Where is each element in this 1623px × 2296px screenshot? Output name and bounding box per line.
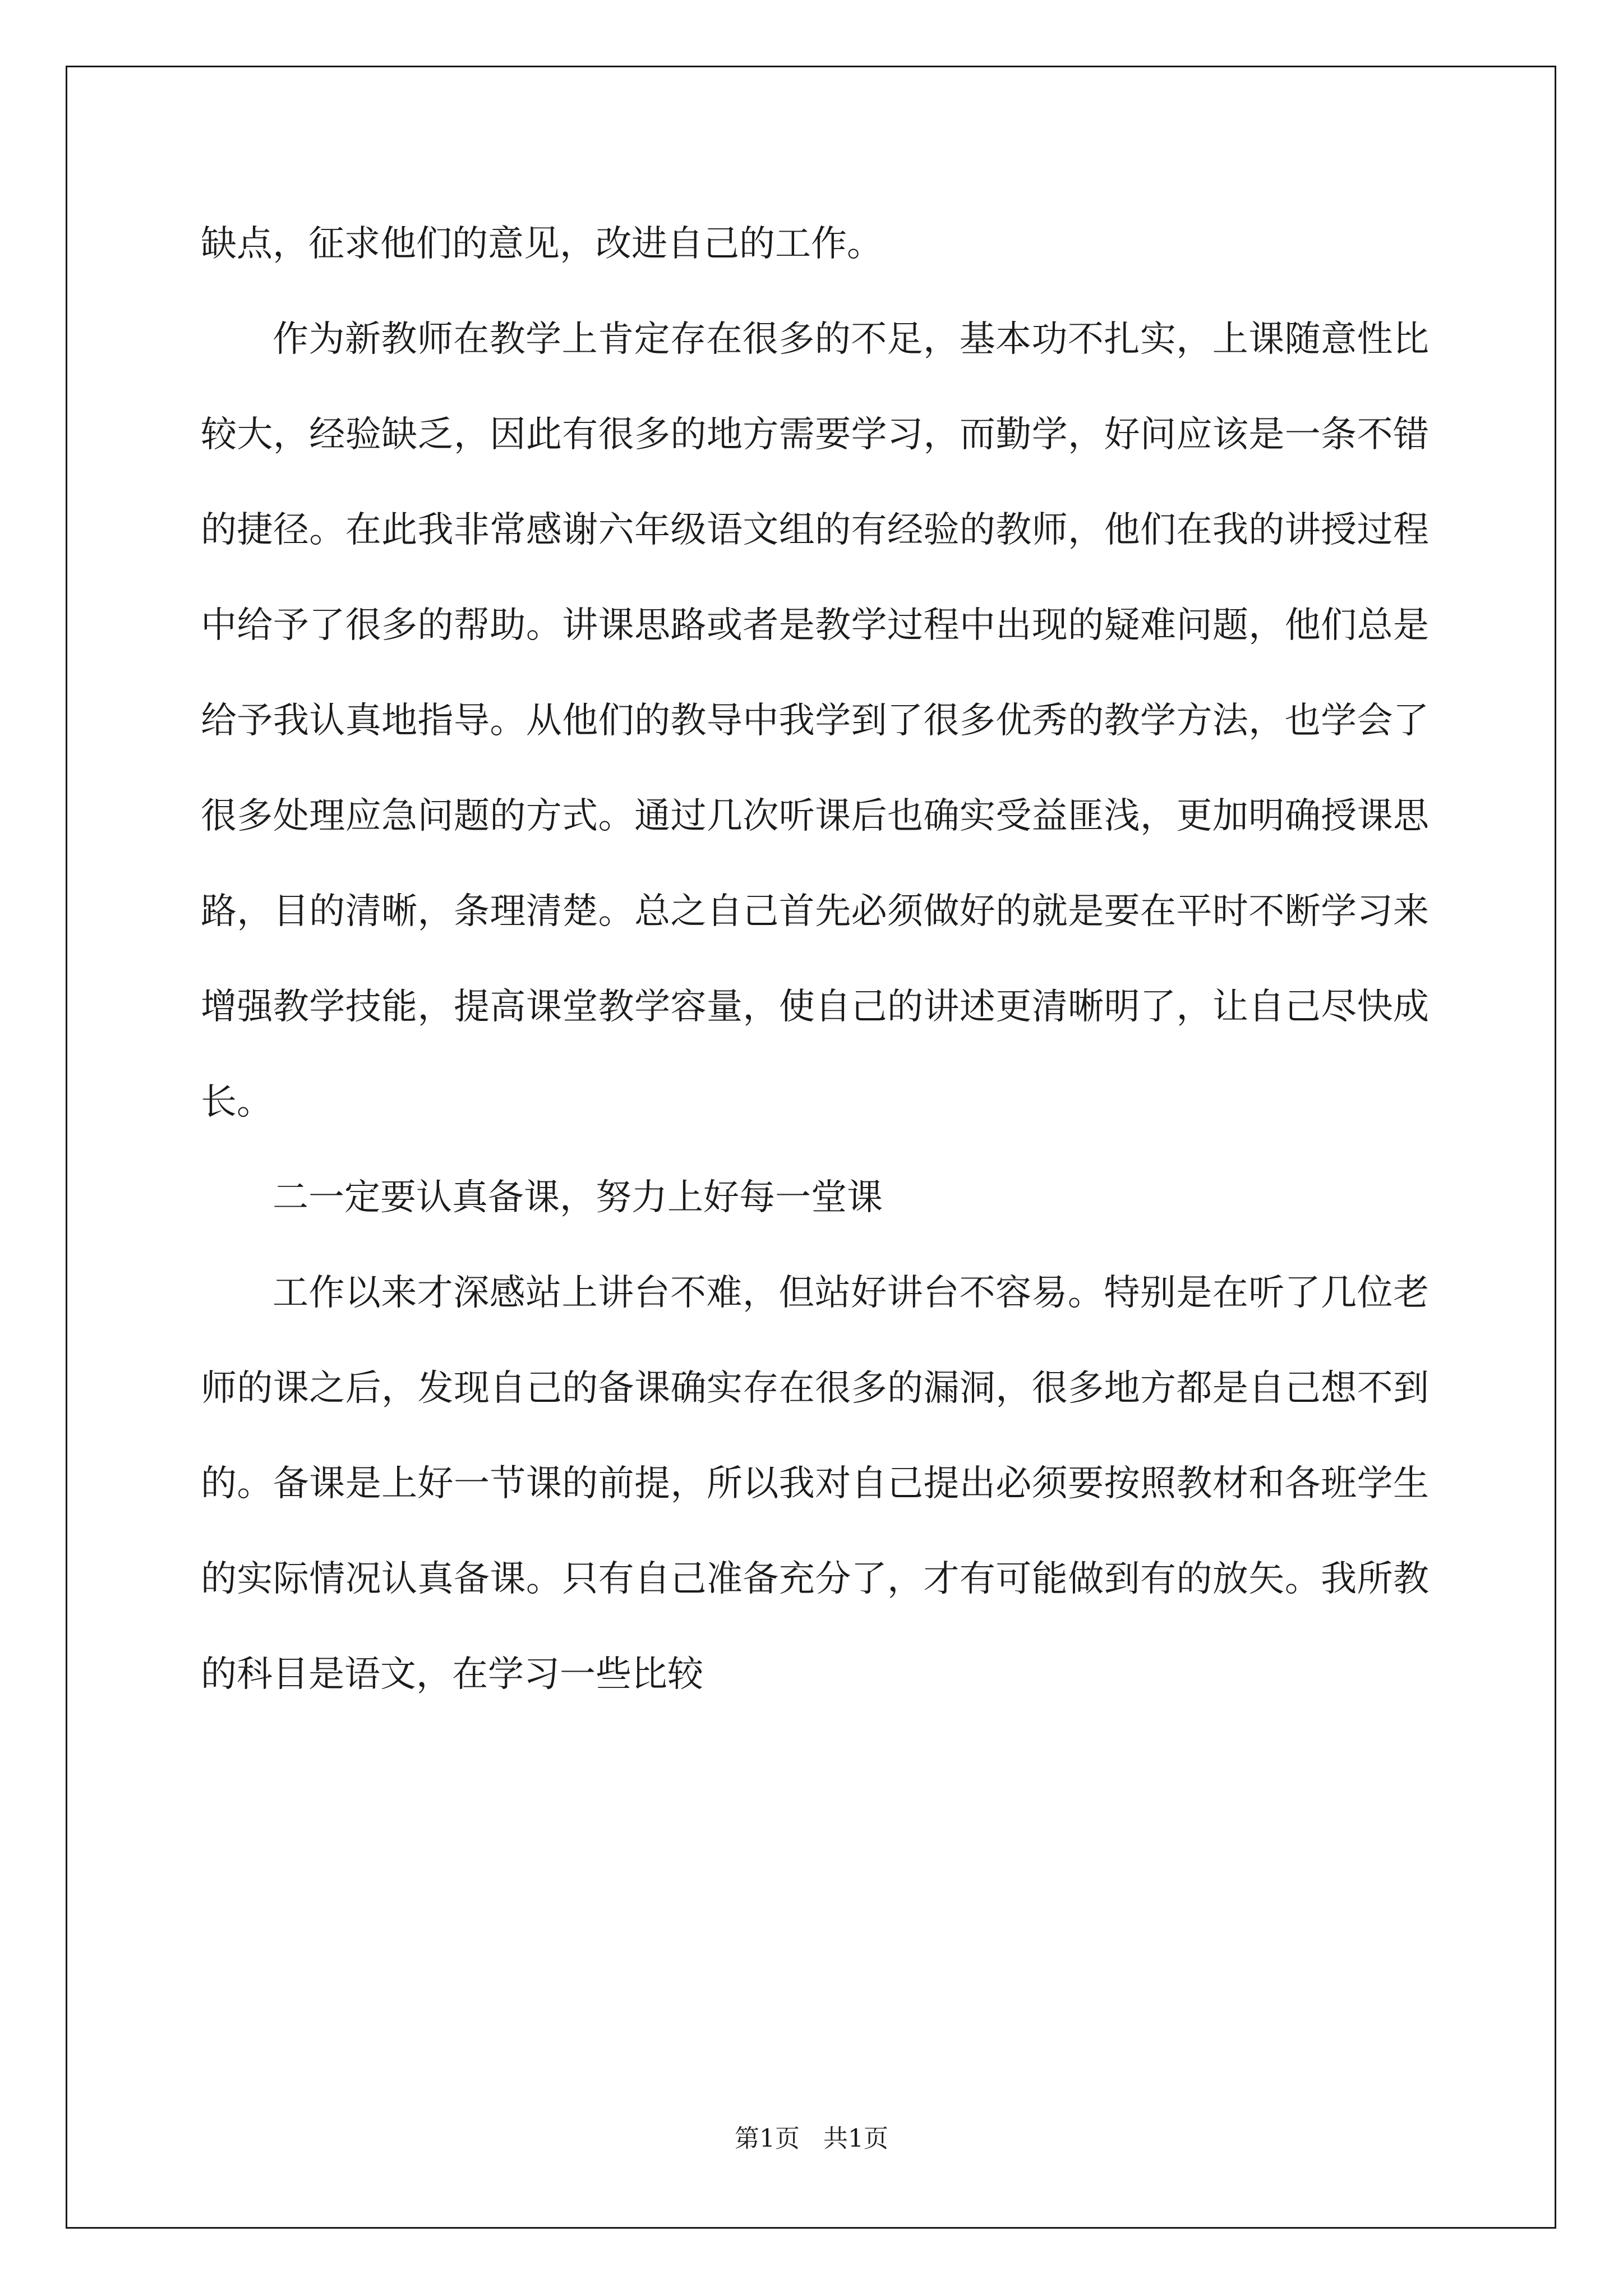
section-heading-lesson-prep: 二一定要认真备课，努力上好每一堂课 (273, 1177, 883, 1218)
paragraph-lesson-prep: 工作以来才深感站上讲台不难，但站好讲台不容易。特别是在听了几位老师的课之后，发现自己的备课确实存在很多的漏洞，很多地方都是自己想不到的。备课是上好一节课的前提，所以我对自己提出必须要按照教材和各班学生的实际情况认真备课。只有自己准备充分了，才有可能做到有的放矢。我所教的科目是语文，在学习一些比较 (201, 1272, 1429, 1695)
paragraph-new-teacher-learning: 作为新教师在教学上肯定存在很多的不足，基本功不扎实，上课随意性比较大，经验缺乏，因此有很多的地方需要学习，而勤学，好问应该是一条不错的捷径。在此我非常感谢六年级语文组的有经验的教师，他们在我的讲授过程中给予了很多的帮助。讲课思路或者是教学过程中出现的疑难问题，他们总是给予我认真地指导。从他们的教导中我学到了很多优秀的教学方法，也学会了很多处理应急问题的方式。通过几次听课后也确实受益匪浅，更加明确授课思路，目的清晰，条理清楚。总之自己首先必须做好的就是要在平时不断学习来增强教学技能，提高课堂教学容量，使自己的讲述更清晰明了，让自己尽快成长。 (201, 319, 1429, 1123)
document-body (201, 196, 1429, 1722)
page-number-footer: 第1页 共1页 (735, 2124, 888, 2153)
paragraph-continuation: 缺点，征求他们的意见，改进自己的工作。 (201, 223, 883, 265)
